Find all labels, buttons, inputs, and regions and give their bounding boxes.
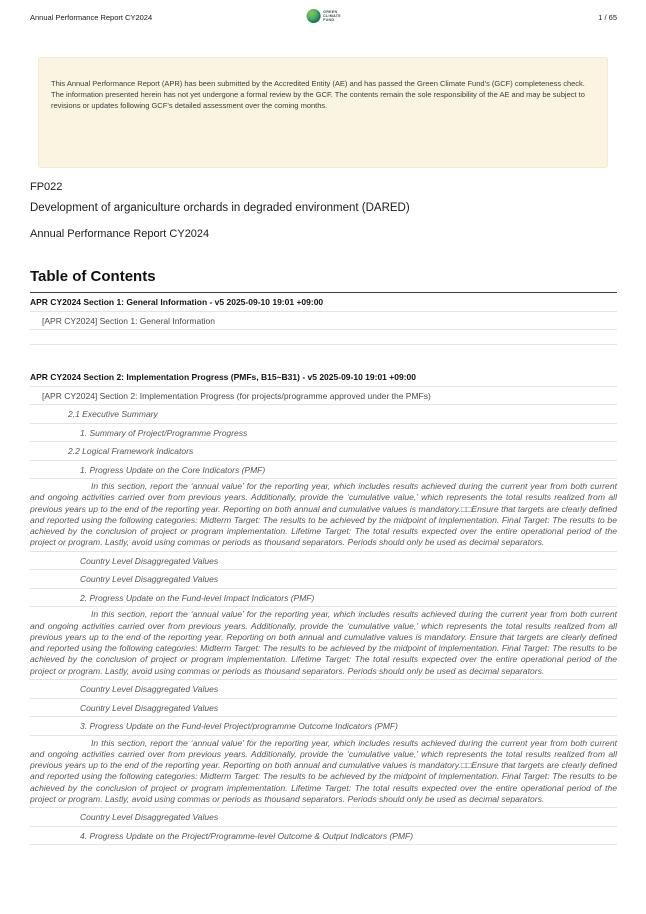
logo-line-1: GREEN: [323, 9, 338, 14]
notice-text: This Annual Performance Report (APR) has been submitted by the Accredited Entity (AE) and has passed the Green Climate Fund’s (GCF) completeness check. The information presented herein has not yet undergone a formal review by the GCF. The contents remain the sole responsibility of the AE and may be subject to revisions or updates following GCF’s detailed assessment over the coming months.: [51, 79, 585, 110]
toc-entry: 1. Progress Update on the Core Indicators (PMF): [30, 461, 617, 480]
gcf-logo: [306, 9, 341, 23]
header-title: Annual Performance Report CY2024: [30, 13, 153, 22]
toc-entry: APR CY2024 Section 1: General Information - v5 2025-09-10 19:01 +09:00: [30, 293, 617, 312]
toc-entry: 2.2 Logical Framework Indicators: [30, 442, 617, 461]
toc-entry: 1. Summary of Project/Programme Progress: [30, 424, 617, 443]
toc-entry: 4. Progress Update on the Project/Programme-level Outcome & Output Indicators (PMF): [30, 827, 617, 846]
page-indicator: 1 / 65: [598, 13, 617, 22]
toc-entry: 3. Progress Update on the Fund-level Project/programme Outcome Indicators (PMF): [30, 717, 617, 736]
gcf-logo-text: [323, 10, 341, 23]
toc-entry: Country Level Disaggregated Values: [30, 699, 617, 718]
toc-paragraph: In this section, report the ‘annual value’ for the reporting year, which includes results achieved during the current year from both current and ongoing activities carried over from previous years. Additionally, provide the ‘cumulative value,’ which represents the total results realized from all previous years up to the end of the reporting year. Reporting on both annual and cumulative values is mandatory.□□Ensure that targets are clearly defined and reported using the following categories: Midterm Target: The results to be achieved by the midpoint of implementation. Final Target: The results to be achieved by the conclusion of project or program implementation. Lifetime Target: The total results expected over the entire operational period of the project or program. Lastly, avoid using commas or periods as thousand separators. Periods should only be used as decimal separators.: [30, 736, 617, 809]
toc-entry: Country Level Disaggregated Values: [30, 808, 617, 827]
toc-entry: Country Level Disaggregated Values: [30, 680, 617, 699]
table-of-contents: [30, 268, 617, 845]
toc-entry: [APR CY2024] Section 1: General Information: [30, 312, 617, 331]
toc-entry: Country Level Disaggregated Values: [30, 570, 617, 589]
toc-heading: Table of Contents: [30, 268, 617, 293]
globe-icon: [306, 9, 320, 23]
toc-spacer: [30, 330, 617, 345]
toc-entry: 2. Progress Update on the Fund-level Impact Indicators (PMF): [30, 589, 617, 608]
toc-paragraph: In this section, report the ‘annual value’ for the reporting year, which includes results achieved during the current year from both current and ongoing activities carried over from previous years. Additionally, provide the ‘cumulative value,’ which represents the total results realized from all previous years up to the end of the reporting year. Reporting on both annual and cumulative values is mandatory. Ensure that targets are clearly defined and reported using the following categories: Midterm Target: The results to be achieved by the midpoint of implementation. Final Target: The results to be achieved by the conclusion of project or program implementation. Lifetime Target: The total results expected over the entire operational period of the project or program. Lastly, avoid using commas or periods as thousand separators. Periods should only be used as decimal separators.: [30, 607, 617, 680]
title-block: [30, 181, 617, 240]
project-id: FP022: [30, 181, 63, 193]
project-title: Development of arganiculture orchards in degraded environment (DARED): [30, 202, 410, 214]
page-header: [30, 9, 617, 27]
completeness-notice: [38, 57, 608, 168]
toc-entries: [30, 293, 617, 845]
report-title: Annual Performance Report CY2024: [30, 228, 210, 240]
logo-line-3: FUND: [323, 18, 335, 23]
toc-entry: 2.1 Executive Summary: [30, 405, 617, 424]
toc-entry: APR CY2024 Section 2: Implementation Progress (PMFs, B15~B31) - v5 2025-09-10 19:01 +09:00: [30, 368, 617, 387]
toc-entry: Country Level Disaggregated Values: [30, 552, 617, 571]
toc-paragraph: In this section, report the ‘annual value’ for the reporting year, which includes results achieved during the current year from both current and ongoing activities carried over from previous years. Additionally, provide the ‘cumulative value,’ which represents the total results realized from all previous years up to the end of the reporting year. Reporting on both annual and cumulative values is mandatory.□□Ensure that targets are clearly defined and reported using the following categories: Midterm Target: The results to be achieved by the midpoint of implementation. Final Target: The results to be achieved by the conclusion of project or program implementation. Lifetime Target: The total results expected over the entire operational period of the project or program. Lastly, avoid using commas or periods as thousand separators. Periods should only be used as decimal separators.: [30, 479, 617, 552]
toc-entry: [APR CY2024] Section 2: Implementation Progress (for projects/programme approved under the PMFs): [30, 387, 617, 406]
logo-line-2: CLIMATE: [323, 13, 341, 18]
